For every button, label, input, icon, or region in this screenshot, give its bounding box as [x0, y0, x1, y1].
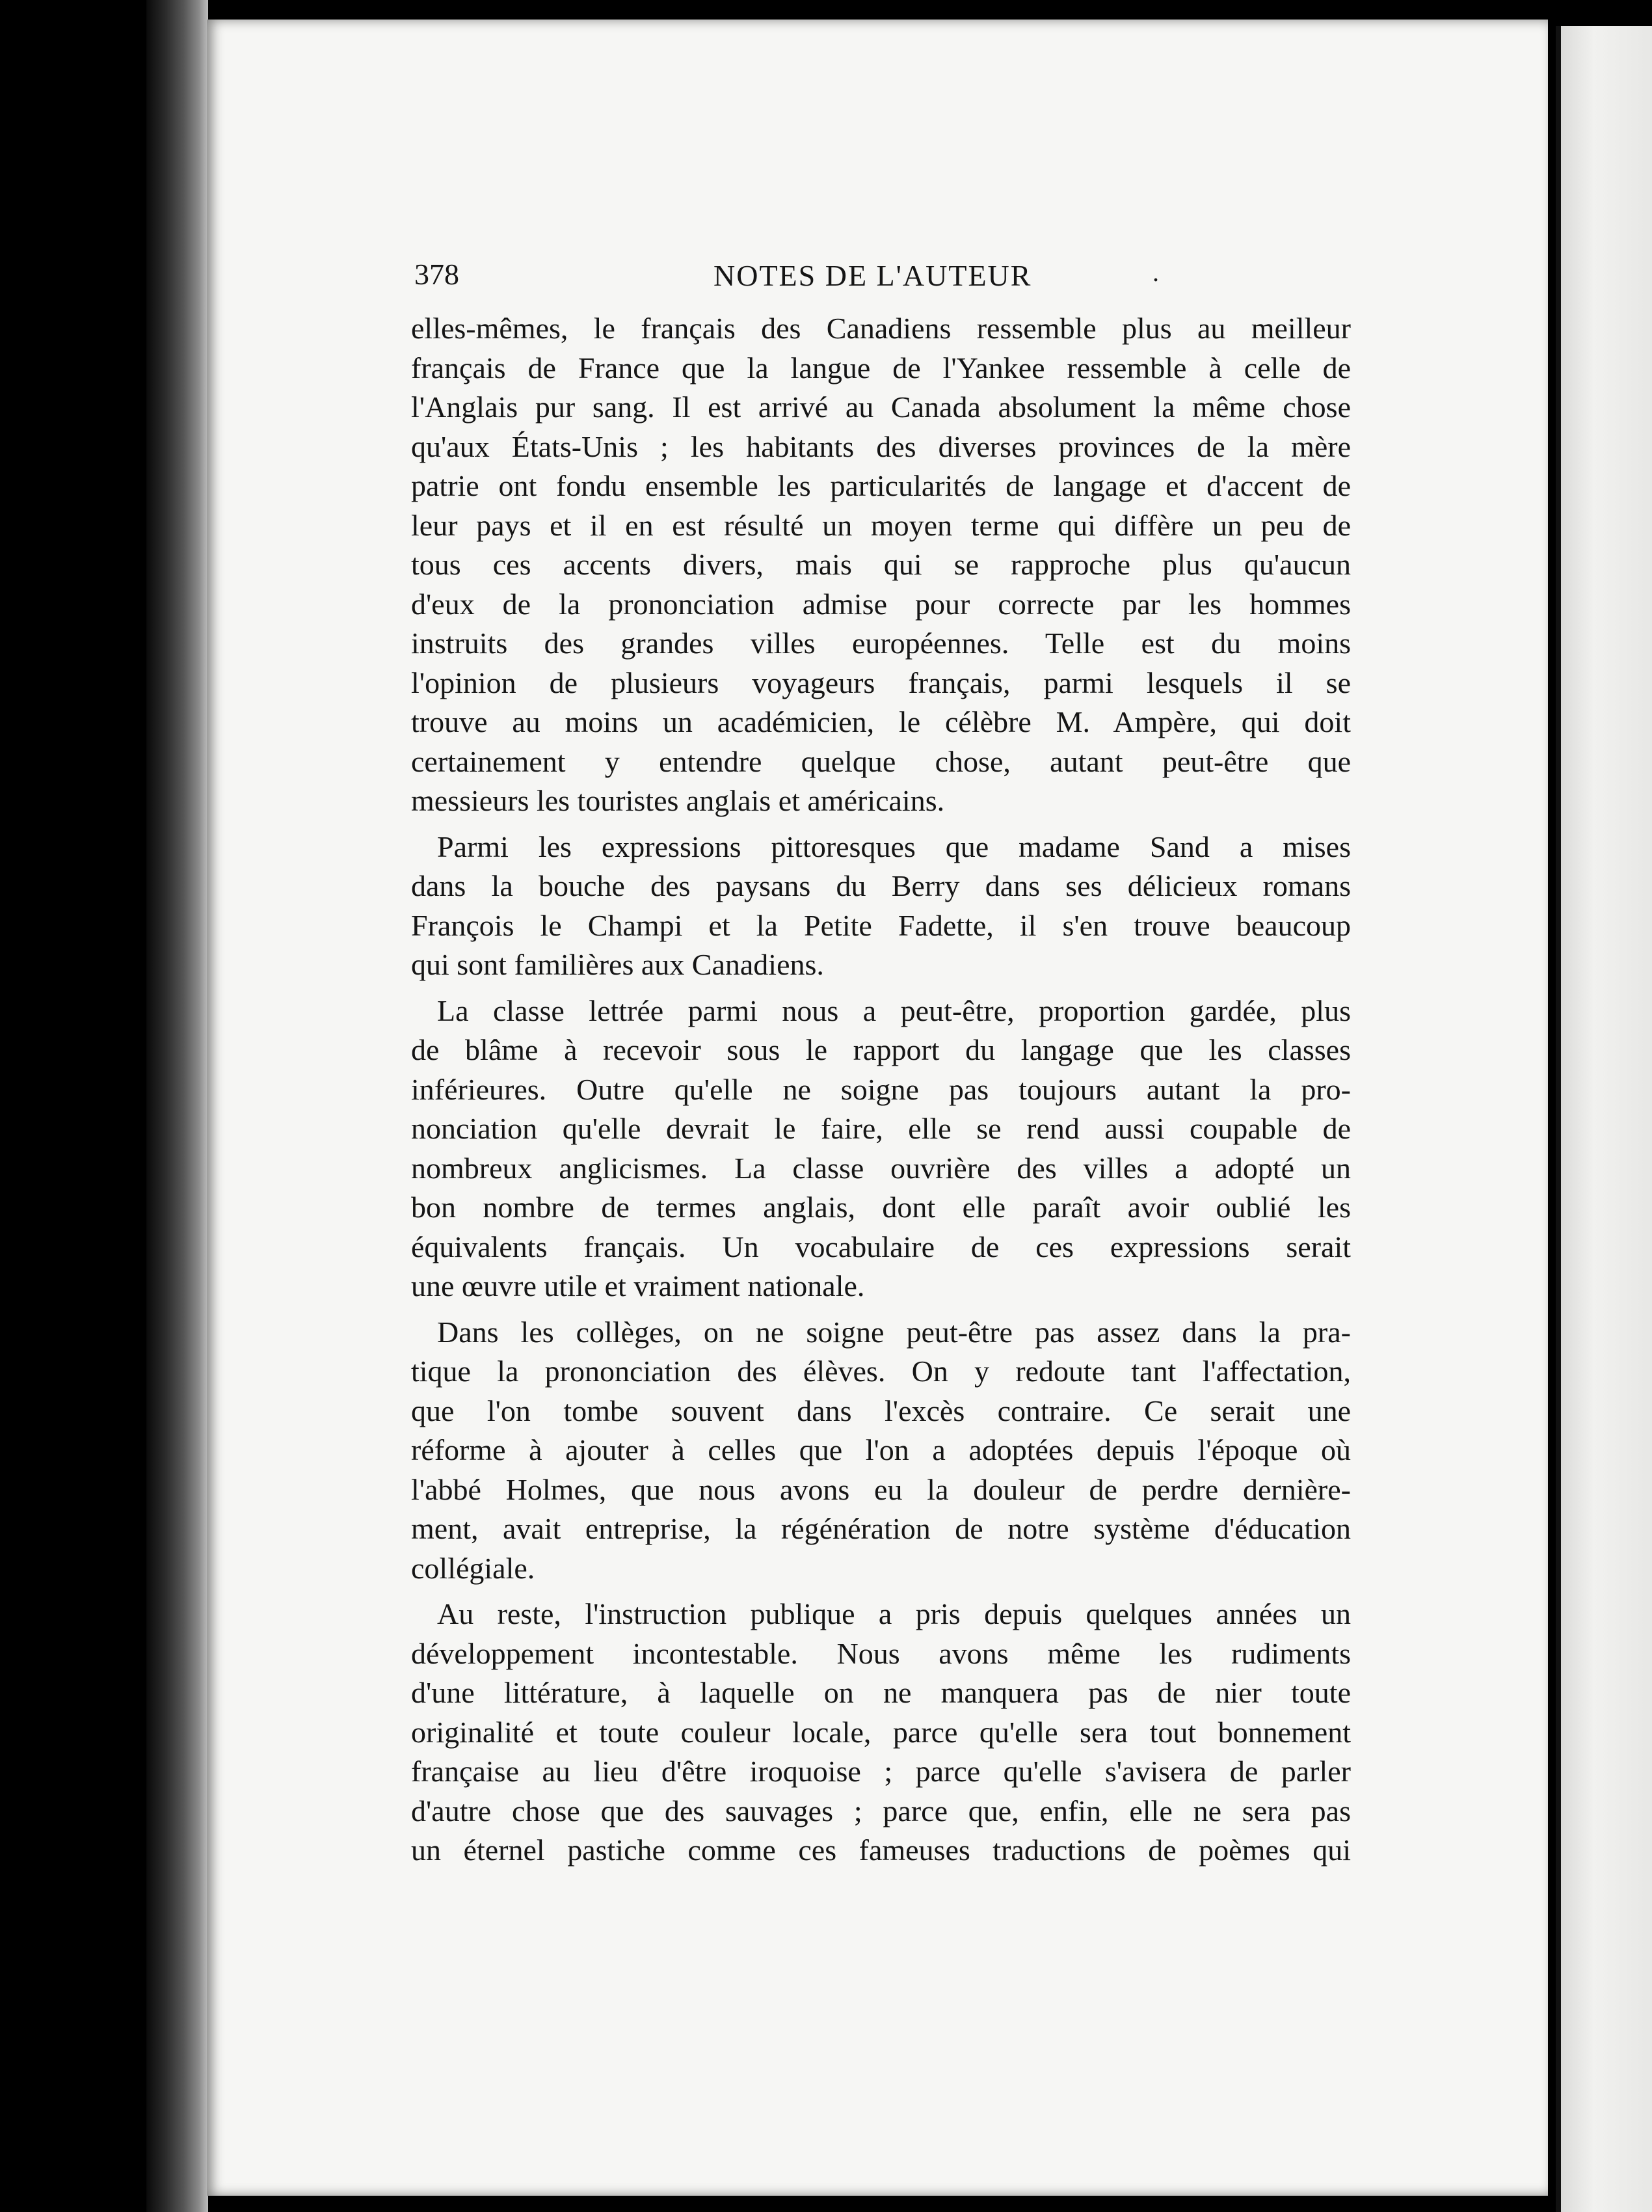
- text-line: certainement y entendre quelque chose, autant peut-être que: [411, 744, 1351, 778]
- text-line: l'Anglais pur sang. Il est arrivé au Canada absolument la même chose: [411, 390, 1351, 424]
- text-line: que l'on tombe souvent dans l'excès contraire. Ce serait une: [411, 1394, 1351, 1427]
- text-line: François le Champi et la Petite Fadette, il s'en trouve beaucoup: [411, 908, 1351, 942]
- text-line: Dans les collèges, on ne soigne peut-être pas assez dans la pra-: [437, 1315, 1351, 1349]
- facing-page-edge: [1556, 26, 1652, 2212]
- text-line: française au lieu d'être iroquoise ; parce qu'elle s'avisera de parler: [411, 1755, 1351, 1788]
- text-line: Parmi les expressions pittoresques que madame Sand a mises: [437, 830, 1351, 863]
- text-line: qu'aux États-Unis ; les habitants des diverses provinces de la mère: [411, 429, 1351, 463]
- paragraph-3: [411, 991, 1351, 1306]
- text-line: l'opinion de plusieurs voyageurs français, parmi lesquels il se: [411, 666, 1351, 699]
- text-line: leur pays et il en est résulté un moyen terme qui diffère un peu de: [411, 508, 1351, 542]
- text-line: tique la prononciation des élèves. On y redoute tant l'affectation,: [411, 1355, 1351, 1388]
- text-line: patrie ont fondu ensemble les particularités de langage et d'accent de: [411, 469, 1351, 502]
- text-line: équivalents français. Un vocabulaire de ces expressions serait: [411, 1230, 1351, 1263]
- text-line: de blâme à recevoir sous le rapport du langage que les classes: [411, 1033, 1351, 1066]
- text-line: nonciation qu'elle devrait le faire, elle se rend aussi coupable de: [411, 1112, 1351, 1145]
- running-head: NOTES DE L'AUTEUR: [713, 259, 1032, 292]
- text-line: ment, avait entreprise, la régénération de notre système d'éducation: [411, 1512, 1351, 1545]
- text-line: collégiale.: [411, 1551, 535, 1585]
- text-line: La classe lettrée parmi nous a peut-être, proportion gardée, plus: [437, 993, 1351, 1027]
- text-line: développement incontestable. Nous avons même les rudiments: [411, 1636, 1351, 1670]
- book-binding-edge: [146, 0, 208, 2212]
- text-line: Au reste, l'instruction publique a pris depuis quelques années un: [437, 1597, 1351, 1630]
- text-line: elles-mêmes, le français des Canadiens ressemble plus au meilleur: [411, 312, 1351, 345]
- text-line: originalité et toute couleur locale, parce qu'elle sera tout bonnement: [411, 1715, 1351, 1749]
- text-line: inférieures. Outre qu'elle ne soigne pas toujours autant la pro-: [411, 1072, 1351, 1106]
- text-line: trouve au moins un académicien, le célèbre M. Ampère, qui doit: [411, 705, 1351, 738]
- text-line: d'une littérature, à laquelle on ne manquera pas de nier toute: [411, 1676, 1351, 1709]
- page-text-block: [411, 257, 1351, 1870]
- text-line: bon nombre de termes anglais, dont elle paraît avoir oublié les: [411, 1191, 1351, 1224]
- paragraph-1: [411, 309, 1351, 821]
- text-line: une œuvre utile et vraiment nationale.: [411, 1269, 865, 1302]
- text-line: messieurs les touristes anglais et américains.: [411, 784, 945, 817]
- page-header: [411, 257, 1351, 309]
- paragraph-4: [411, 1313, 1351, 1589]
- text-line: d'eux de la prononciation admise pour correcte par les hommes: [411, 587, 1351, 621]
- text-line: l'abbé Holmes, que nous avons eu la douleur de perdre dernière-: [411, 1472, 1351, 1506]
- text-line: dans la bouche des paysans du Berry dans ses délicieux romans: [411, 869, 1351, 902]
- text-line: tous ces accents divers, mais qui se rapproche plus qu'aucun: [411, 548, 1351, 581]
- text-line: instruits des grandes villes européennes. Telle est du moins: [411, 627, 1351, 660]
- page-number: 378: [414, 258, 459, 291]
- paragraph-5: [411, 1595, 1351, 1870]
- text-line: réforme à ajouter à celles que l'on a adoptées depuis l'époque où: [411, 1433, 1351, 1466]
- text-line: d'autre chose que des sauvages ; parce que, enfin, elle ne sera pas: [411, 1794, 1351, 1828]
- text-line: qui sont familières aux Canadiens.: [411, 948, 824, 981]
- text-line: un éternel pastiche comme ces fameuses traductions de poèmes qui: [411, 1833, 1351, 1867]
- header-mark: .: [1152, 258, 1159, 287]
- text-line: nombreux anglicismes. La classe ouvrière des villes a adopté un: [411, 1151, 1351, 1185]
- paragraph-2: [411, 828, 1351, 985]
- text-line: français de France que la langue de l'Yankee ressemble à celle de: [411, 351, 1351, 384]
